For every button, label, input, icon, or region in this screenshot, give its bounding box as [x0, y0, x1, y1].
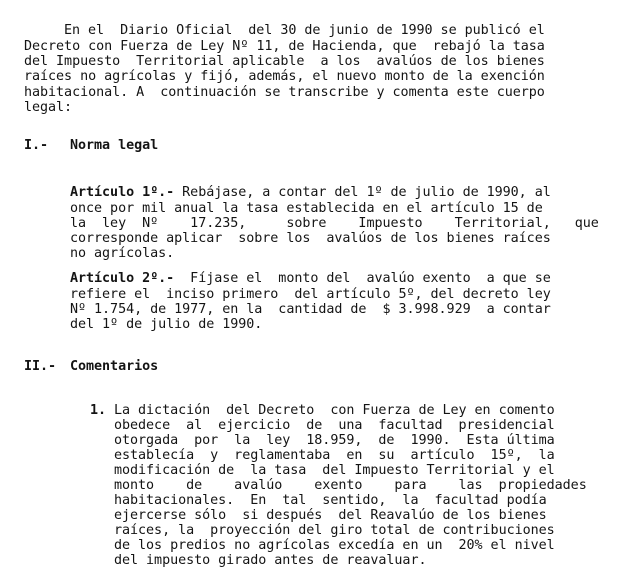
- section-title: Norma legal: [70, 138, 159, 153]
- comment-line: otorgada por la ley 18.959, de 1990. Esta última: [114, 433, 555, 448]
- comment-line: establecía y reglamentaba en su artículo 15º, la: [114, 448, 555, 463]
- section-number: II.-: [24, 359, 57, 374]
- comment-line: obedece al ejercicio de una facultad presidencial: [114, 418, 555, 433]
- intro-line: En el Diario Oficial del 30 de junio de 1990 se publicó el: [64, 23, 545, 38]
- intro-line: raíces no agrícolas y fijó, además, el nuevo monto de la exención: [24, 69, 545, 84]
- article-line: la ley Nº 17.235, sobre Impuesto Territorial, que: [70, 216, 599, 231]
- comment-line: monto de avalúo exento para las propiedades: [114, 478, 587, 493]
- intro-line: habitacional. A continuación se transcribe y comenta este cuerpo: [24, 85, 545, 100]
- comment-line: ejercerse sólo si después del Reavalúo de los bienes: [114, 508, 547, 523]
- comment-line: modificación de la tasa del Impuesto Territorial y el: [114, 463, 555, 478]
- article-first-line: [70, 186, 551, 200]
- article-first-text: Fíjase el monto del avalúo exento a que se: [174, 271, 551, 286]
- article-line: refiere el inciso primero del artículo 5º, del decreto ley: [70, 287, 551, 302]
- section-number: I.-: [24, 138, 49, 153]
- article-label: Artículo 1º.-: [70, 185, 175, 200]
- comment-line: del impuesto girado antes de reavaluar.: [114, 553, 427, 568]
- article-line: corresponde aplicar sobre los avalúos de los bienes raíces: [70, 231, 551, 246]
- article-line: del 1º de julio de 1990.: [70, 317, 263, 332]
- section-title: Comentarios: [70, 359, 159, 374]
- article-line: Nº 1.754, de 1977, en la cantidad de $ 3.998.929 a contar: [70, 302, 551, 317]
- intro-line: legal:: [24, 100, 73, 115]
- comment-line: raíces, la proyección del giro total de contribuciones: [114, 523, 555, 538]
- article-label: Artículo 2º.-: [70, 271, 175, 286]
- article-first-line: [70, 272, 551, 286]
- comment-number: 1.: [90, 403, 107, 418]
- comment-line: La dictación del Decreto con Fuerza de Ley en comento: [114, 403, 555, 418]
- intro-line: Decreto con Fuerza de Ley Nº 11, de Hacienda, que rebajó la tasa: [24, 39, 545, 54]
- article-line: no agrícolas.: [70, 246, 175, 261]
- article-first-text: Rebájase, a contar del 1º de julio de 1990, al: [174, 185, 551, 200]
- article-line: once por mil anual la tasa establecida en el artículo 15 de: [70, 201, 543, 216]
- intro-line: del Impuesto Territorial aplicable a los avalúos de los bienes: [24, 54, 545, 69]
- comment-line: de los predios no agrícolas excedía en un 20% el nivel: [114, 538, 555, 553]
- comment-line: habitacionales. En tal sentido, la facultad podía: [114, 493, 547, 508]
